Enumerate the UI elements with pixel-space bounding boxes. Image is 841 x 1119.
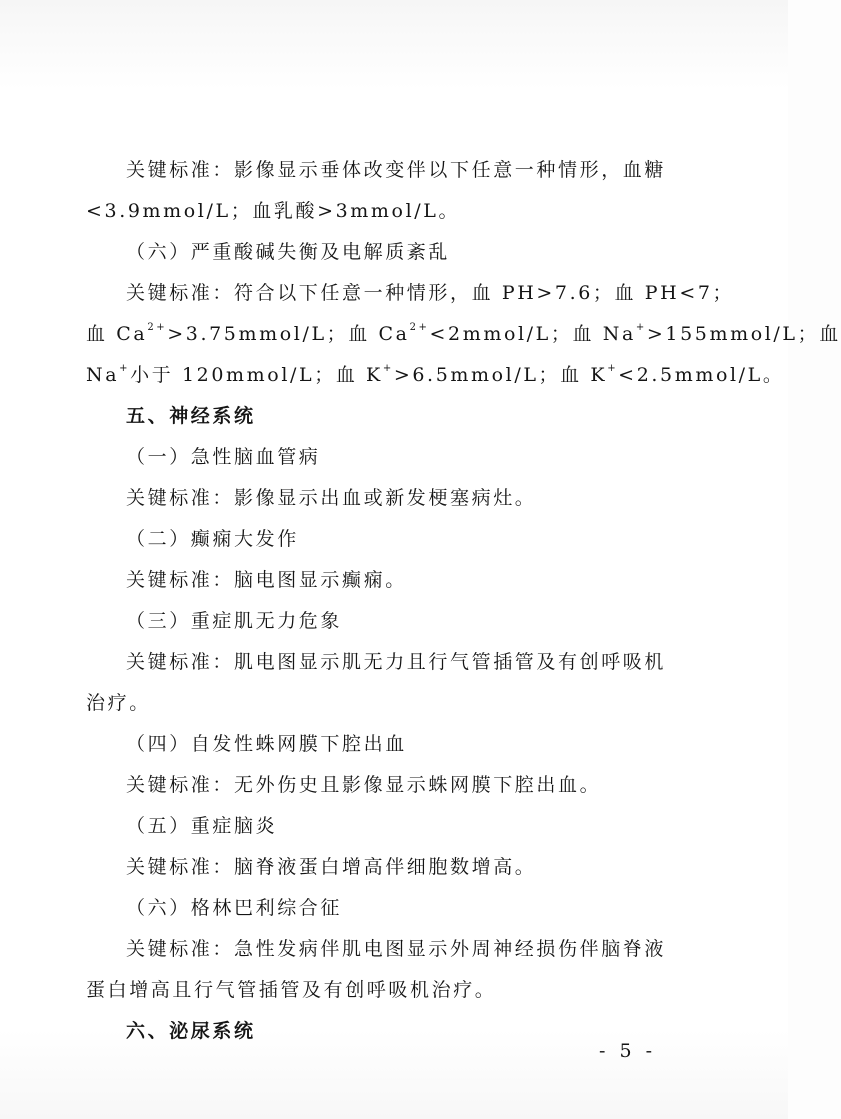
subsection-title: （四）自发性蛛网膜下腔出血 [126,733,407,755]
criteria-line: 关键标准：符合以下任意一种情形，血 PH>7.6；血 PH<7； [126,282,735,304]
criteria-line: 治疗。 [86,692,151,714]
superscript: + [607,362,619,374]
text-run: <2.5mmol/L。 [618,364,785,386]
text-run: >6.5mmol/L；血 K [393,364,608,386]
text-run: <2mmol/L；血 Na [429,323,636,345]
criteria-line: 关键标准：脑电图显示癫痫。 [126,569,407,591]
text-run: Na [86,364,120,386]
criteria-line: 蛋白增高且行气管插管及有创呼吸机治疗。 [86,979,497,1001]
criteria-line: 关键标准：肌电图显示肌无力且行气管插管及有创呼吸机 [126,651,667,673]
text-run: >155mmol/L；血 [646,323,841,345]
subsection-title: （六）严重酸碱失衡及电解质紊乱 [126,241,451,263]
subsection-title: （一）急性脑血管病 [126,446,321,468]
criteria-line: 关键标准：影像显示垂体改变伴以下任意一种情形，血糖 [126,159,667,181]
subsection-title: （三）重症肌无力危象 [126,610,343,632]
section-heading: 五、神经系统 [126,405,256,427]
subsection-title: （五）重症脑炎 [126,815,278,837]
superscript: 2+ [147,321,168,333]
text-run: >3.75mmol/L；血 Ca [167,323,410,345]
section-heading: 六、泌尿系统 [126,1020,256,1042]
document-body [86,150,841,1052]
superscript: + [382,362,394,374]
criteria-line: 关键标准：脑脊液蛋白增高伴细胞数增高。 [126,856,537,878]
criteria-line: 关键标准：影像显示出血或新发梗塞病灶。 [126,487,537,509]
subsection-title: （二）癫痫大发作 [126,528,299,550]
superscript: + [119,362,131,374]
text-run: 小于 120mmol/L；血 K [130,364,383,386]
criteria-line: 关键标准：无外伤史且影像显示蛛网膜下腔出血。 [126,774,602,796]
superscript: + [635,321,647,333]
criteria-line-electrolytes [86,314,841,355]
criteria-line: <3.9mmol/L；血乳酸>3mmol/L。 [86,200,461,222]
text-run: 血 Ca [86,323,148,345]
subsection-title: （六）格林巴利综合征 [126,897,343,919]
criteria-line: 关键标准：急性发病伴肌电图显示外周神经损伤伴脑脊液 [126,938,667,960]
superscript: 2+ [409,321,430,333]
page-number: - 5 - [598,1040,656,1062]
criteria-line-electrolytes [86,355,785,396]
